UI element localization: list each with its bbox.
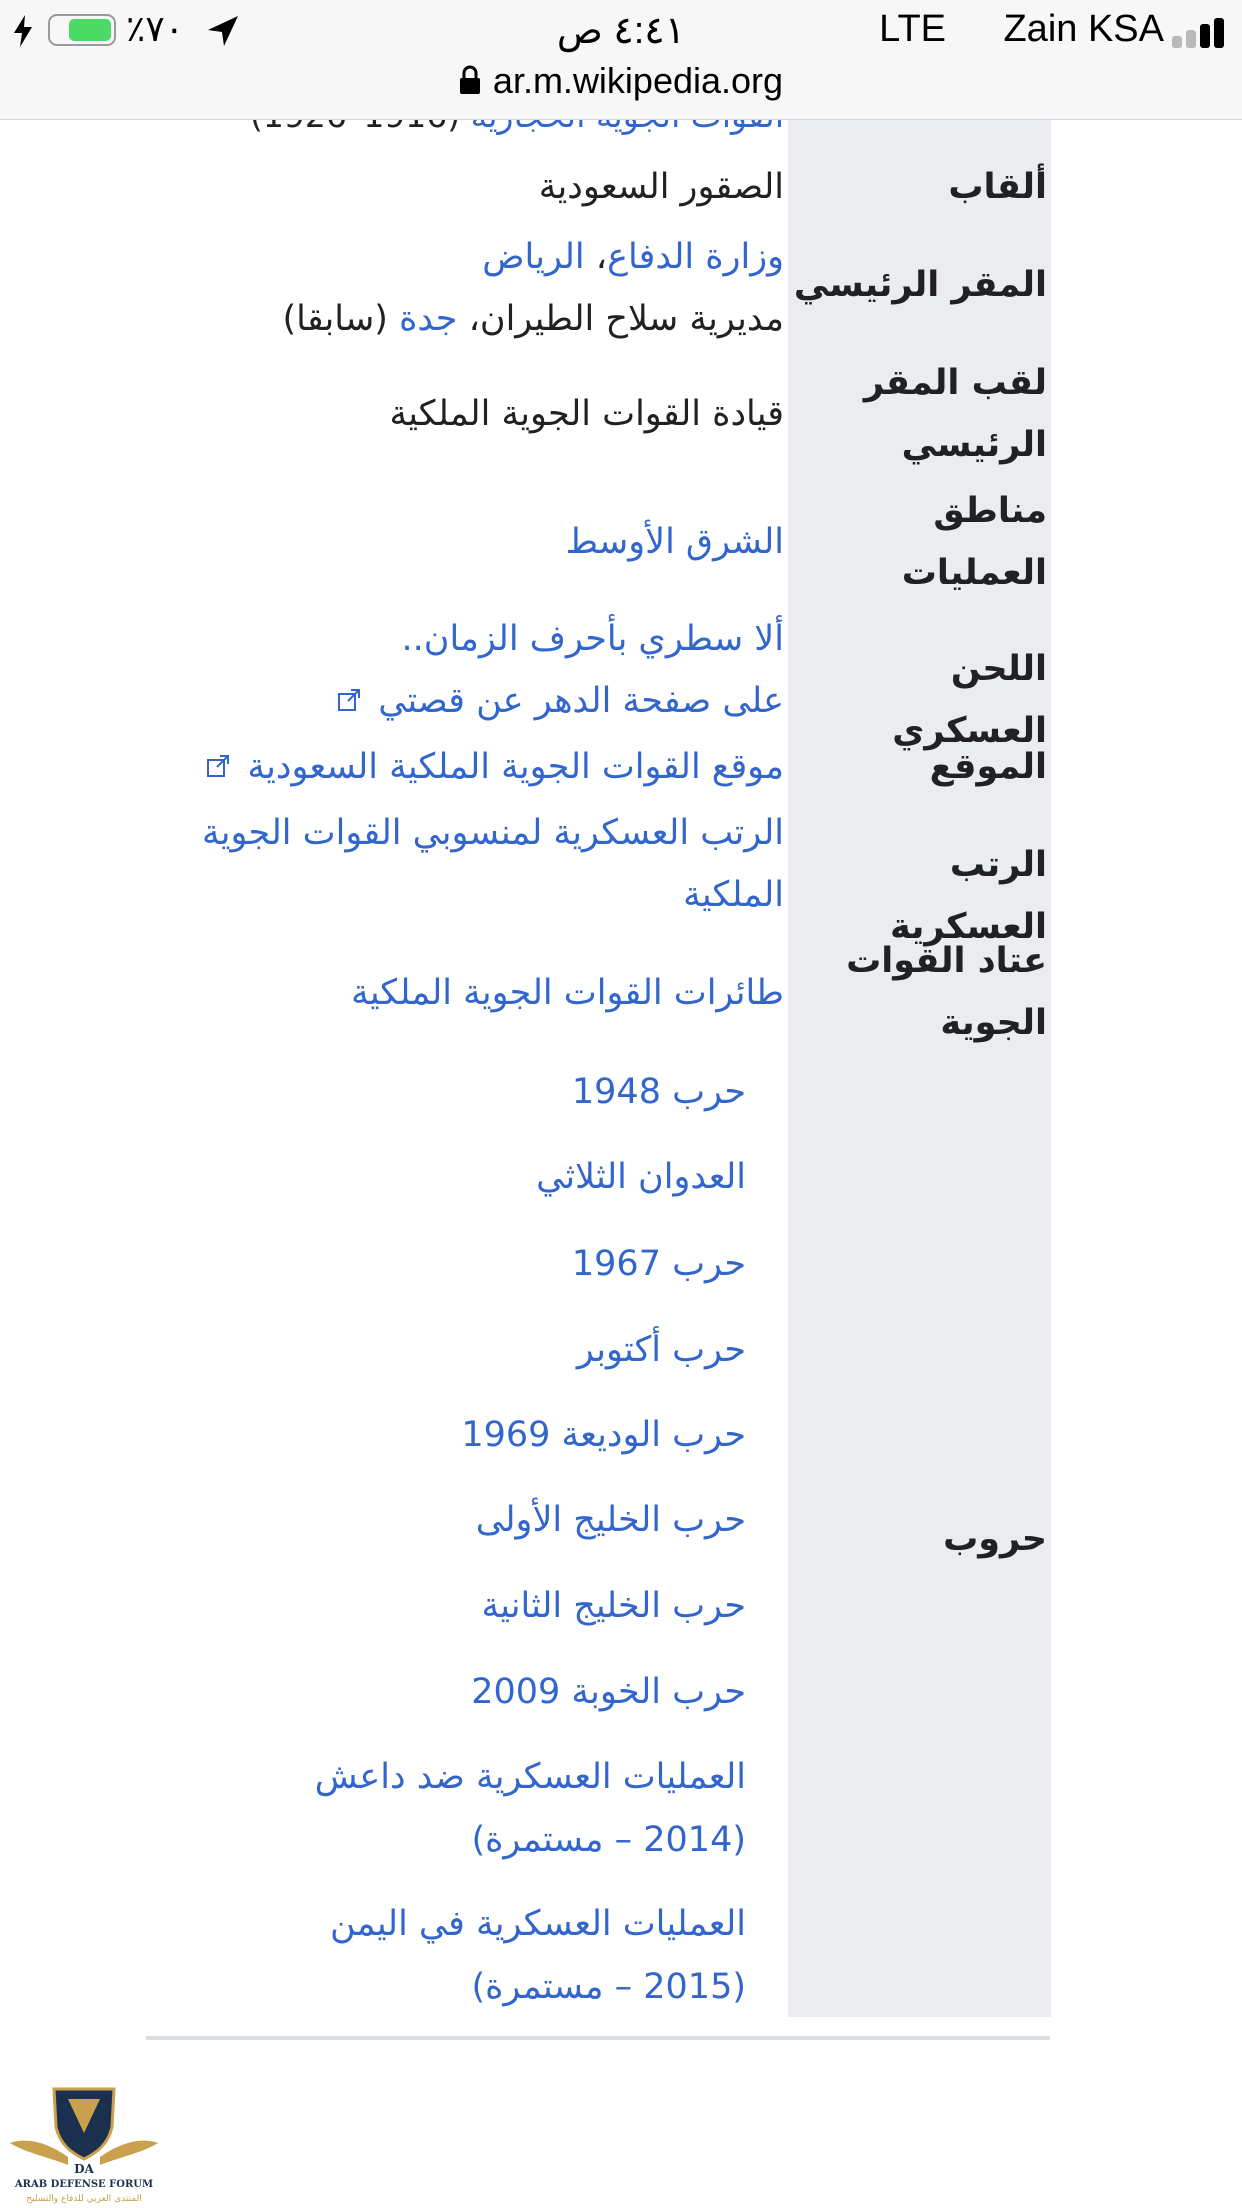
section-divider [146, 2036, 1050, 2040]
website-row [206, 736, 784, 798]
label-ranks: الرتب العسكرية [889, 845, 1047, 947]
value-headquarters-line2 [283, 288, 784, 350]
war-link-line2[interactable]: (2015 – مستمرة) [471, 1967, 746, 2007]
war-link[interactable]: حرب الخوبة 2009 [471, 1672, 746, 1712]
label-wars: حروب [943, 1519, 1047, 1559]
hq-formerly-text: (سابقا) [282, 299, 400, 339]
ranks-link-line2[interactable]: الملكية [683, 875, 784, 915]
carrier-name: Zain KSA [1003, 8, 1164, 50]
hq-old-text: مديرية سلاح الطيران، [457, 299, 784, 339]
riyadh-link[interactable]: الرياض [482, 237, 585, 277]
value-headquarters-line1 [482, 226, 784, 288]
url-text: ar.m.wikipedia.org [492, 60, 784, 101]
label-hq-title-line1: لقب المقر [863, 363, 1047, 403]
middle-east-link[interactable]: الشرق الأوسط [565, 522, 784, 562]
signal-strength-icon [1172, 18, 1228, 48]
label-areas-line2: العمليات [901, 553, 1047, 593]
aircraft-link[interactable]: طائرات القوات الجوية الملكية [351, 973, 784, 1013]
label-areas-line1: مناطق [933, 491, 1047, 531]
external-link-icon [206, 754, 230, 778]
war-link[interactable]: حرب 1948 [571, 1072, 746, 1112]
value-hq-title: قيادة القوات الجوية الملكية [389, 394, 784, 434]
battery-percentage: ٪٧٠ [126, 8, 185, 49]
logo-monogram: DA [74, 2162, 94, 2176]
value-nicknames: الصقور السعودية [538, 167, 784, 207]
label-equipment-line1: عتاد القوات [846, 941, 1047, 981]
status-time: ٤:٤١ ص [556, 10, 686, 52]
logo-name: ARAB DEFENSE FORUM [14, 2179, 154, 2190]
war-link[interactable]: حرب 1967 [571, 1244, 746, 1284]
label-nicknames: ألقاب [948, 167, 1047, 207]
browser-top-bar [0, 0, 1242, 120]
label-website: الموقع [929, 747, 1047, 787]
war-link-line1[interactable]: العمليات العسكرية في اليمن [329, 1904, 746, 1944]
anthem-link-line2[interactable]: على صفحة الدهر عن قصتي [378, 681, 784, 721]
hq-separator: ، [584, 237, 608, 277]
jeddah-link[interactable]: جدة [399, 299, 458, 339]
anthem-line2 [337, 670, 784, 732]
external-link-icon [337, 688, 361, 712]
logo-arabic: المنتدى العربي للدفاع والتسليح [26, 2194, 142, 2204]
anthem-link-line1[interactable]: ألا سطري بأحرف الزمان.. [401, 619, 784, 659]
label-hq-title-line2: الرئيسي [901, 425, 1047, 465]
ministry-of-defense-link[interactable]: وزارة الدفاع [607, 237, 784, 277]
label-headquarters: المقر الرئيسي [793, 265, 1047, 305]
war-link[interactable]: حرب الخليج الأولى [475, 1500, 746, 1540]
war-link-line1[interactable]: العمليات العسكرية ضد داعش [314, 1757, 746, 1797]
lock-icon [459, 65, 481, 95]
war-link[interactable]: حرب الوديعة 1969 [461, 1415, 746, 1455]
war-link[interactable]: حرب أكتوبر [576, 1330, 746, 1370]
ranks-link-line1[interactable]: الرتب العسكرية لمنسوبي القوات الجوية [201, 813, 784, 853]
website-link[interactable]: موقع القوات الجوية الملكية السعودية [247, 747, 784, 787]
url-bar[interactable] [0, 60, 1242, 102]
label-anthem: اللحن العسكري [892, 649, 1047, 751]
label-equipment-line2: الجوية [940, 1003, 1047, 1043]
war-link[interactable]: العدوان الثلاثي [536, 1157, 746, 1197]
arab-defense-forum-logo [8, 2085, 160, 2205]
war-link[interactable]: حرب الخليج الثانية [481, 1586, 746, 1626]
network-type: LTE [879, 8, 946, 50]
war-link-line2[interactable]: (2014 – مستمرة) [471, 1820, 746, 1860]
